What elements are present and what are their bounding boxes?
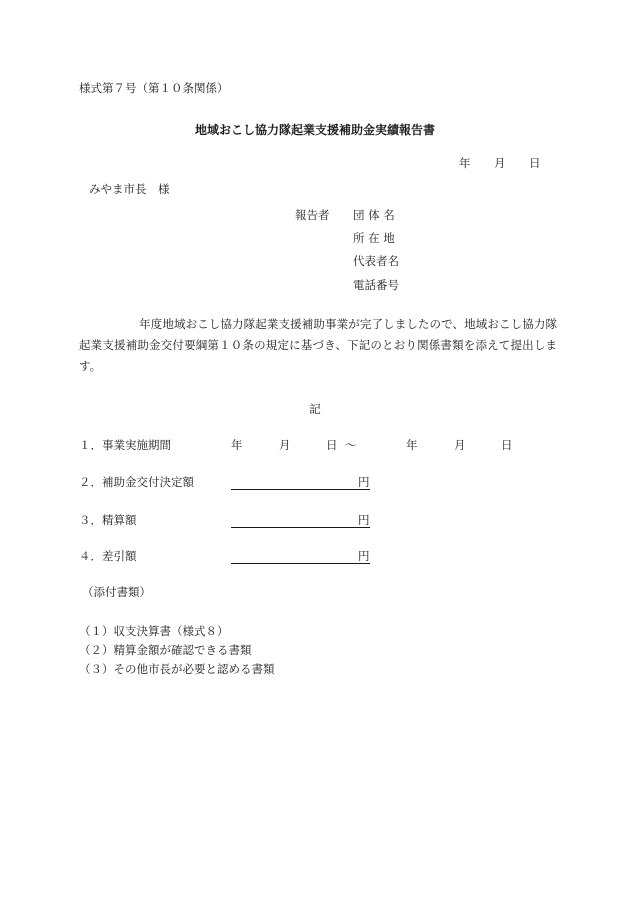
- difference-yen: 円: [358, 549, 370, 563]
- period-start-year: 年: [231, 438, 243, 452]
- body-paragraph: [79, 314, 557, 377]
- reporter-field-phone: 電話番号: [353, 278, 399, 292]
- ki-heading: 記: [309, 402, 321, 416]
- date-month: 月: [494, 156, 506, 170]
- reporter-field-org-name: 団 体 名: [353, 208, 395, 222]
- item-period-label: １．事業実施期間: [79, 438, 171, 452]
- document-title: 地域おこし協力隊起業支援補助金実績報告書: [194, 123, 435, 137]
- attachment-item: （１）収支決算書（様式８）: [79, 624, 229, 638]
- form-number: 様式第７号（第１０条関係）: [79, 81, 229, 95]
- attachment-item: （２）精算金額が確認できる書類: [79, 643, 252, 657]
- period-end-month: 月: [454, 438, 466, 452]
- reporter-label: 報告者: [295, 208, 330, 222]
- reporter-field-address: 所 在 地: [353, 231, 395, 245]
- reporter-field-representative: 代表者名: [353, 254, 399, 268]
- body-paragraph-text: 年度地域おこし協力隊起業支援補助事業が完了しましたので、地域おこし協力隊起業支援補助金交付要綱第１０条の規定に基づき、下記のとおり関係書類を添えて提出します。: [79, 317, 557, 373]
- addressee: みやま市長 様: [89, 182, 170, 196]
- settlement-yen: 円: [358, 513, 370, 527]
- item-grant-decision-label: ２．補助金交付決定額: [79, 475, 194, 489]
- date-day: 日: [529, 156, 541, 170]
- period-start-day: 日: [326, 438, 338, 452]
- item-difference-label: ４．差引額: [79, 549, 137, 563]
- difference-amount-line: [231, 548, 370, 564]
- item-settlement-label: ３．精算額: [79, 513, 137, 527]
- attachments-heading: （添付書類）: [82, 585, 151, 599]
- period-end-year: 年: [406, 438, 418, 452]
- attachment-item: （３）その他市長が必要と認める書類: [79, 662, 275, 676]
- settlement-amount-line: [231, 512, 370, 528]
- period-start-month: 月: [279, 438, 291, 452]
- grant-decision-amount-line: [231, 474, 370, 490]
- grant-decision-yen: 円: [358, 475, 370, 489]
- date-year: 年: [459, 156, 471, 170]
- period-end-day: 日: [501, 438, 513, 452]
- period-tilde: ～: [345, 438, 357, 452]
